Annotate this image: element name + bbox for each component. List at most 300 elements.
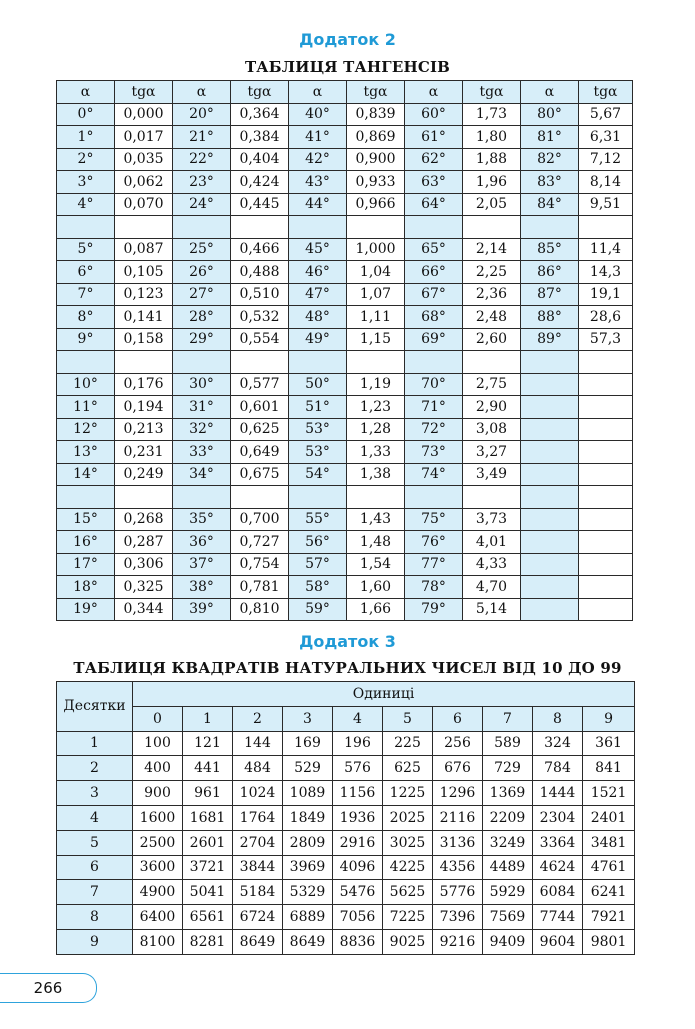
angle-cell: 66° (405, 261, 463, 284)
angle-cell: 27° (173, 283, 231, 306)
squares-row (57, 781, 635, 806)
tangent-value-cell: 4,01 (463, 531, 521, 554)
tangent-value-cell: 3,49 (463, 463, 521, 486)
square-value-cell: 144 (233, 731, 283, 756)
group-separator-row (57, 216, 633, 239)
angle-cell (521, 576, 579, 599)
tangent-value-cell (579, 441, 633, 464)
tangent-value-cell (579, 508, 633, 531)
tens-header: Десятки (57, 682, 133, 732)
angle-cell: 16° (57, 531, 115, 554)
angle-cell: 28° (173, 306, 231, 329)
tangent-value-cell: 0,384 (231, 126, 289, 149)
angle-cell: 37° (173, 553, 231, 576)
angle-cell: 49° (289, 328, 347, 351)
angle-cell: 8° (57, 306, 115, 329)
tangent-value-cell: 0,141 (115, 306, 173, 329)
tangent-row (57, 238, 633, 261)
tangent-value-cell: 1,15 (347, 328, 405, 351)
separator-cell (347, 351, 405, 374)
tangent-value-cell: 14,3 (579, 261, 633, 284)
square-value-cell: 2704 (233, 830, 283, 855)
tangent-value-cell (579, 463, 633, 486)
tens-digit-cell: 6 (57, 855, 133, 880)
square-value-cell: 1444 (533, 781, 583, 806)
square-value-cell: 9801 (583, 929, 635, 954)
square-value-cell: 1296 (433, 781, 483, 806)
squares-row (57, 880, 635, 905)
tangent-value-cell (579, 373, 633, 396)
squares-row (57, 830, 635, 855)
angle-cell: 41° (289, 126, 347, 149)
separator-cell (173, 486, 231, 509)
angle-cell: 56° (289, 531, 347, 554)
square-value-cell: 2809 (283, 830, 333, 855)
alpha-column-header: α (173, 81, 231, 104)
tangent-value-cell: 0,213 (115, 418, 173, 441)
tangent-row (57, 531, 633, 554)
units-digits-row (57, 706, 635, 731)
square-value-cell: 5625 (383, 880, 433, 905)
unit-digit-header: 3 (283, 706, 333, 731)
angle-cell: 14° (57, 463, 115, 486)
square-value-cell: 1369 (483, 781, 533, 806)
angle-cell: 15° (57, 508, 115, 531)
square-value-cell: 2304 (533, 805, 583, 830)
angle-cell: 6° (57, 261, 115, 284)
tangent-value-cell: 0,754 (231, 553, 289, 576)
square-value-cell: 9216 (433, 929, 483, 954)
separator-cell (347, 216, 405, 239)
square-value-cell: 4225 (383, 855, 433, 880)
angle-cell: 78° (405, 576, 463, 599)
square-value-cell: 324 (533, 731, 583, 756)
tangent-value-cell: 0,123 (115, 283, 173, 306)
square-value-cell: 8281 (183, 929, 233, 954)
angle-cell: 11° (57, 396, 115, 419)
tangent-value-cell: 2,90 (463, 396, 521, 419)
square-value-cell: 484 (233, 756, 283, 781)
tangent-value-cell: 0,554 (231, 328, 289, 351)
tangent-value-cell: 0,727 (231, 531, 289, 554)
tangent-value-cell (579, 553, 633, 576)
square-value-cell: 1936 (333, 805, 383, 830)
tangent-value-cell: 1,000 (347, 238, 405, 261)
tangent-row (57, 418, 633, 441)
angle-cell: 57° (289, 553, 347, 576)
square-value-cell: 1849 (283, 805, 333, 830)
angle-cell: 86° (521, 261, 579, 284)
angle-cell: 84° (521, 193, 579, 216)
tangent-value-cell: 0,105 (115, 261, 173, 284)
square-value-cell: 5041 (183, 880, 233, 905)
angle-cell: 24° (173, 193, 231, 216)
square-value-cell: 8649 (283, 929, 333, 954)
angle-cell (521, 396, 579, 419)
unit-digit-header: 9 (583, 706, 635, 731)
tangent-value-cell: 0,306 (115, 553, 173, 576)
square-value-cell: 1225 (383, 781, 433, 806)
squares-row (57, 855, 635, 880)
tangent-value-cell: 2,25 (463, 261, 521, 284)
tangent-value-cell: 0,488 (231, 261, 289, 284)
angle-cell: 0° (57, 103, 115, 126)
angle-cell: 46° (289, 261, 347, 284)
separator-cell (57, 486, 115, 509)
angle-cell: 82° (521, 148, 579, 171)
tangent-header-row (57, 81, 633, 104)
tangent-value-cell: 0,158 (115, 328, 173, 351)
separator-cell (289, 486, 347, 509)
square-value-cell: 3364 (533, 830, 583, 855)
angle-cell (521, 373, 579, 396)
tangent-value-cell: 9,51 (579, 193, 633, 216)
separator-cell (405, 486, 463, 509)
angle-cell: 81° (521, 126, 579, 149)
separator-cell (231, 216, 289, 239)
square-value-cell: 3136 (433, 830, 483, 855)
tangent-value-cell: 1,48 (347, 531, 405, 554)
square-value-cell: 784 (533, 756, 583, 781)
tangent-value-cell: 1,11 (347, 306, 405, 329)
separator-cell (289, 351, 347, 374)
angle-cell: 65° (405, 238, 463, 261)
square-value-cell: 4624 (533, 855, 583, 880)
tangent-value-cell (579, 418, 633, 441)
separator-cell (463, 216, 521, 239)
tangent-value-cell: 1,66 (347, 598, 405, 621)
square-value-cell: 1764 (233, 805, 283, 830)
tangent-value-cell: 11,4 (579, 238, 633, 261)
square-value-cell: 5929 (483, 880, 533, 905)
angle-cell: 21° (173, 126, 231, 149)
alpha-column-header: α (57, 81, 115, 104)
tangent-value-cell: 1,80 (463, 126, 521, 149)
squares-table-title: ТАБЛИЦЯ КВАДРАТІВ НАТУРАЛЬНИХ ЧИСЕЛ ВІД 10 ДО 99 (73, 659, 622, 677)
tg-column-header: tgα (115, 81, 173, 104)
unit-digit-header: 0 (133, 706, 183, 731)
tangent-row (57, 261, 633, 284)
alpha-column-header: α (521, 81, 579, 104)
square-value-cell: 7225 (383, 905, 433, 930)
angle-cell: 80° (521, 103, 579, 126)
tangent-row (57, 103, 633, 126)
square-value-cell: 6561 (183, 905, 233, 930)
square-value-cell: 676 (433, 756, 483, 781)
tangent-value-cell: 1,43 (347, 508, 405, 531)
separator-cell (579, 216, 633, 239)
square-value-cell: 225 (383, 731, 433, 756)
tangent-row (57, 171, 633, 194)
tangent-row (57, 193, 633, 216)
unit-digit-header: 2 (233, 706, 283, 731)
square-value-cell: 2209 (483, 805, 533, 830)
tangent-row (57, 463, 633, 486)
separator-cell (173, 216, 231, 239)
square-value-cell: 3721 (183, 855, 233, 880)
square-value-cell: 2116 (433, 805, 483, 830)
tangent-value-cell: 0,194 (115, 396, 173, 419)
tangent-value-cell: 1,38 (347, 463, 405, 486)
group-separator-row (57, 486, 633, 509)
angle-cell: 10° (57, 373, 115, 396)
square-value-cell: 529 (283, 756, 333, 781)
square-value-cell: 3481 (583, 830, 635, 855)
angle-cell (521, 553, 579, 576)
square-value-cell: 841 (583, 756, 635, 781)
square-value-cell: 441 (183, 756, 233, 781)
tangent-value-cell: 3,73 (463, 508, 521, 531)
tangent-value-cell: 0,601 (231, 396, 289, 419)
square-value-cell: 4489 (483, 855, 533, 880)
angle-cell: 89° (521, 328, 579, 351)
tangent-row (57, 553, 633, 576)
separator-cell (405, 351, 463, 374)
tangent-value-cell: 0,268 (115, 508, 173, 531)
angle-cell (521, 508, 579, 531)
separator-cell (521, 216, 579, 239)
square-value-cell: 4356 (433, 855, 483, 880)
page-number: 266 (0, 973, 97, 1003)
square-value-cell: 1681 (183, 805, 233, 830)
tangent-value-cell: 0,839 (347, 103, 405, 126)
square-value-cell: 5476 (333, 880, 383, 905)
separator-cell (405, 216, 463, 239)
separator-cell (347, 486, 405, 509)
angle-cell: 1° (57, 126, 115, 149)
tangent-value-cell: 0,287 (115, 531, 173, 554)
tangent-table-title: ТАБЛИЦЯ ТАНГЕНСІВ (244, 58, 451, 76)
tangent-value-cell: 0,933 (347, 171, 405, 194)
unit-digit-header: 7 (483, 706, 533, 731)
tangent-value-cell: 5,14 (463, 598, 521, 621)
square-value-cell: 1089 (283, 781, 333, 806)
tangent-value-cell: 0,781 (231, 576, 289, 599)
square-value-cell: 6084 (533, 880, 583, 905)
angle-cell: 40° (289, 103, 347, 126)
angle-cell: 35° (173, 508, 231, 531)
unit-digit-header: 5 (383, 706, 433, 731)
tangent-value-cell: 0,466 (231, 238, 289, 261)
angle-cell: 26° (173, 261, 231, 284)
angle-cell: 34° (173, 463, 231, 486)
square-value-cell: 1600 (133, 805, 183, 830)
tangent-value-cell: 0,000 (115, 103, 173, 126)
angle-cell: 12° (57, 418, 115, 441)
square-value-cell: 2916 (333, 830, 383, 855)
tangent-value-cell (579, 598, 633, 621)
squares-row (57, 805, 635, 830)
angle-cell: 5° (57, 238, 115, 261)
angle-cell: 51° (289, 396, 347, 419)
separator-cell (521, 351, 579, 374)
tangent-value-cell (579, 396, 633, 419)
square-value-cell: 7921 (583, 905, 635, 930)
squares-table (56, 681, 635, 955)
angle-cell: 50° (289, 373, 347, 396)
tangent-value-cell: 0,900 (347, 148, 405, 171)
unit-digit-header: 1 (183, 706, 233, 731)
tangent-row (57, 126, 633, 149)
squares-header-row (57, 682, 635, 707)
square-value-cell: 589 (483, 731, 533, 756)
tangent-value-cell: 1,07 (347, 283, 405, 306)
angle-cell: 74° (405, 463, 463, 486)
square-value-cell: 729 (483, 756, 533, 781)
squares-row (57, 756, 635, 781)
tangent-value-cell: 0,231 (115, 441, 173, 464)
tangent-row (57, 283, 633, 306)
angle-cell: 73° (405, 441, 463, 464)
separator-cell (231, 351, 289, 374)
separator-cell (115, 216, 173, 239)
tangent-value-cell: 28,6 (579, 306, 633, 329)
angle-cell: 72° (405, 418, 463, 441)
angle-cell: 87° (521, 283, 579, 306)
angle-cell: 83° (521, 171, 579, 194)
tangent-value-cell: 2,14 (463, 238, 521, 261)
angle-cell (521, 441, 579, 464)
tangent-value-cell: 0,035 (115, 148, 173, 171)
angle-cell: 69° (405, 328, 463, 351)
square-value-cell: 8649 (233, 929, 283, 954)
tangent-value-cell: 3,08 (463, 418, 521, 441)
tg-column-header: tgα (347, 81, 405, 104)
square-value-cell: 1024 (233, 781, 283, 806)
tangent-value-cell: 7,12 (579, 148, 633, 171)
angle-cell: 22° (173, 148, 231, 171)
tangent-value-cell: 2,48 (463, 306, 521, 329)
angle-cell: 9° (57, 328, 115, 351)
tens-digit-cell: 1 (57, 731, 133, 756)
angle-cell: 85° (521, 238, 579, 261)
tangent-value-cell: 0,810 (231, 598, 289, 621)
square-value-cell: 5184 (233, 880, 283, 905)
angle-cell: 25° (173, 238, 231, 261)
square-value-cell: 400 (133, 756, 183, 781)
tangent-row (57, 328, 633, 351)
angle-cell: 3° (57, 171, 115, 194)
square-value-cell: 625 (383, 756, 433, 781)
tens-digit-cell: 5 (57, 830, 133, 855)
angle-cell: 4° (57, 193, 115, 216)
tangent-value-cell: 1,19 (347, 373, 405, 396)
angle-cell: 53° (289, 441, 347, 464)
angle-cell: 76° (405, 531, 463, 554)
square-value-cell: 7056 (333, 905, 383, 930)
tens-digit-cell: 3 (57, 781, 133, 806)
tangent-value-cell: 0,700 (231, 508, 289, 531)
square-value-cell: 2025 (383, 805, 433, 830)
squares-row (57, 929, 635, 954)
tangent-value-cell: 0,625 (231, 418, 289, 441)
tangent-value-cell: 1,88 (463, 148, 521, 171)
square-value-cell: 2500 (133, 830, 183, 855)
angle-cell: 19° (57, 598, 115, 621)
tangent-value-cell: 0,364 (231, 103, 289, 126)
angle-cell: 18° (57, 576, 115, 599)
angle-cell: 23° (173, 171, 231, 194)
square-value-cell: 6724 (233, 905, 283, 930)
tangent-value-cell: 0,510 (231, 283, 289, 306)
angle-cell: 29° (173, 328, 231, 351)
angle-cell: 36° (173, 531, 231, 554)
unit-digit-header: 4 (333, 706, 383, 731)
tangent-value-cell: 2,05 (463, 193, 521, 216)
angle-cell: 70° (405, 373, 463, 396)
tangent-value-cell: 1,60 (347, 576, 405, 599)
separator-cell (57, 216, 115, 239)
tangent-value-cell: 4,70 (463, 576, 521, 599)
tangent-value-cell: 19,1 (579, 283, 633, 306)
tangent-row (57, 441, 633, 464)
square-value-cell: 196 (333, 731, 383, 756)
tangent-table (56, 80, 633, 621)
angle-cell: 59° (289, 598, 347, 621)
tangent-value-cell: 1,54 (347, 553, 405, 576)
square-value-cell: 121 (183, 731, 233, 756)
separator-cell (463, 351, 521, 374)
angle-cell: 53° (289, 418, 347, 441)
square-value-cell: 8100 (133, 929, 183, 954)
units-header: Одиниці (133, 682, 635, 707)
tg-column-header: tgα (579, 81, 633, 104)
square-value-cell: 3025 (383, 830, 433, 855)
square-value-cell: 576 (333, 756, 383, 781)
angle-cell: 32° (173, 418, 231, 441)
tangent-value-cell: 6,31 (579, 126, 633, 149)
angle-cell: 38° (173, 576, 231, 599)
separator-cell (115, 351, 173, 374)
tangent-row (57, 576, 633, 599)
squares-row (57, 905, 635, 930)
tangent-value-cell: 0,675 (231, 463, 289, 486)
square-value-cell: 361 (583, 731, 635, 756)
angle-cell: 2° (57, 148, 115, 171)
angle-cell: 64° (405, 193, 463, 216)
square-value-cell: 256 (433, 731, 483, 756)
tangent-value-cell: 1,28 (347, 418, 405, 441)
tangent-value-cell: 0,532 (231, 306, 289, 329)
separator-cell (173, 351, 231, 374)
tangent-value-cell: 2,75 (463, 373, 521, 396)
square-value-cell: 100 (133, 731, 183, 756)
tangent-value-cell: 0,070 (115, 193, 173, 216)
angle-cell: 62° (405, 148, 463, 171)
angle-cell: 75° (405, 508, 463, 531)
tangent-value-cell: 0,176 (115, 373, 173, 396)
square-value-cell: 3600 (133, 855, 183, 880)
tangent-value-cell: 57,3 (579, 328, 633, 351)
tangent-value-cell: 0,966 (347, 193, 405, 216)
square-value-cell: 6889 (283, 905, 333, 930)
angle-cell: 67° (405, 283, 463, 306)
separator-cell (115, 486, 173, 509)
tangent-value-cell: 0,649 (231, 441, 289, 464)
angle-cell: 39° (173, 598, 231, 621)
tangent-value-cell: 0,087 (115, 238, 173, 261)
angle-cell: 63° (405, 171, 463, 194)
angle-cell: 47° (289, 283, 347, 306)
angle-cell: 45° (289, 238, 347, 261)
angle-cell: 55° (289, 508, 347, 531)
square-value-cell: 1521 (583, 781, 635, 806)
alpha-column-header: α (405, 81, 463, 104)
angle-cell (521, 463, 579, 486)
square-value-cell: 7569 (483, 905, 533, 930)
angle-cell: 31° (173, 396, 231, 419)
tangent-value-cell: 1,73 (463, 103, 521, 126)
